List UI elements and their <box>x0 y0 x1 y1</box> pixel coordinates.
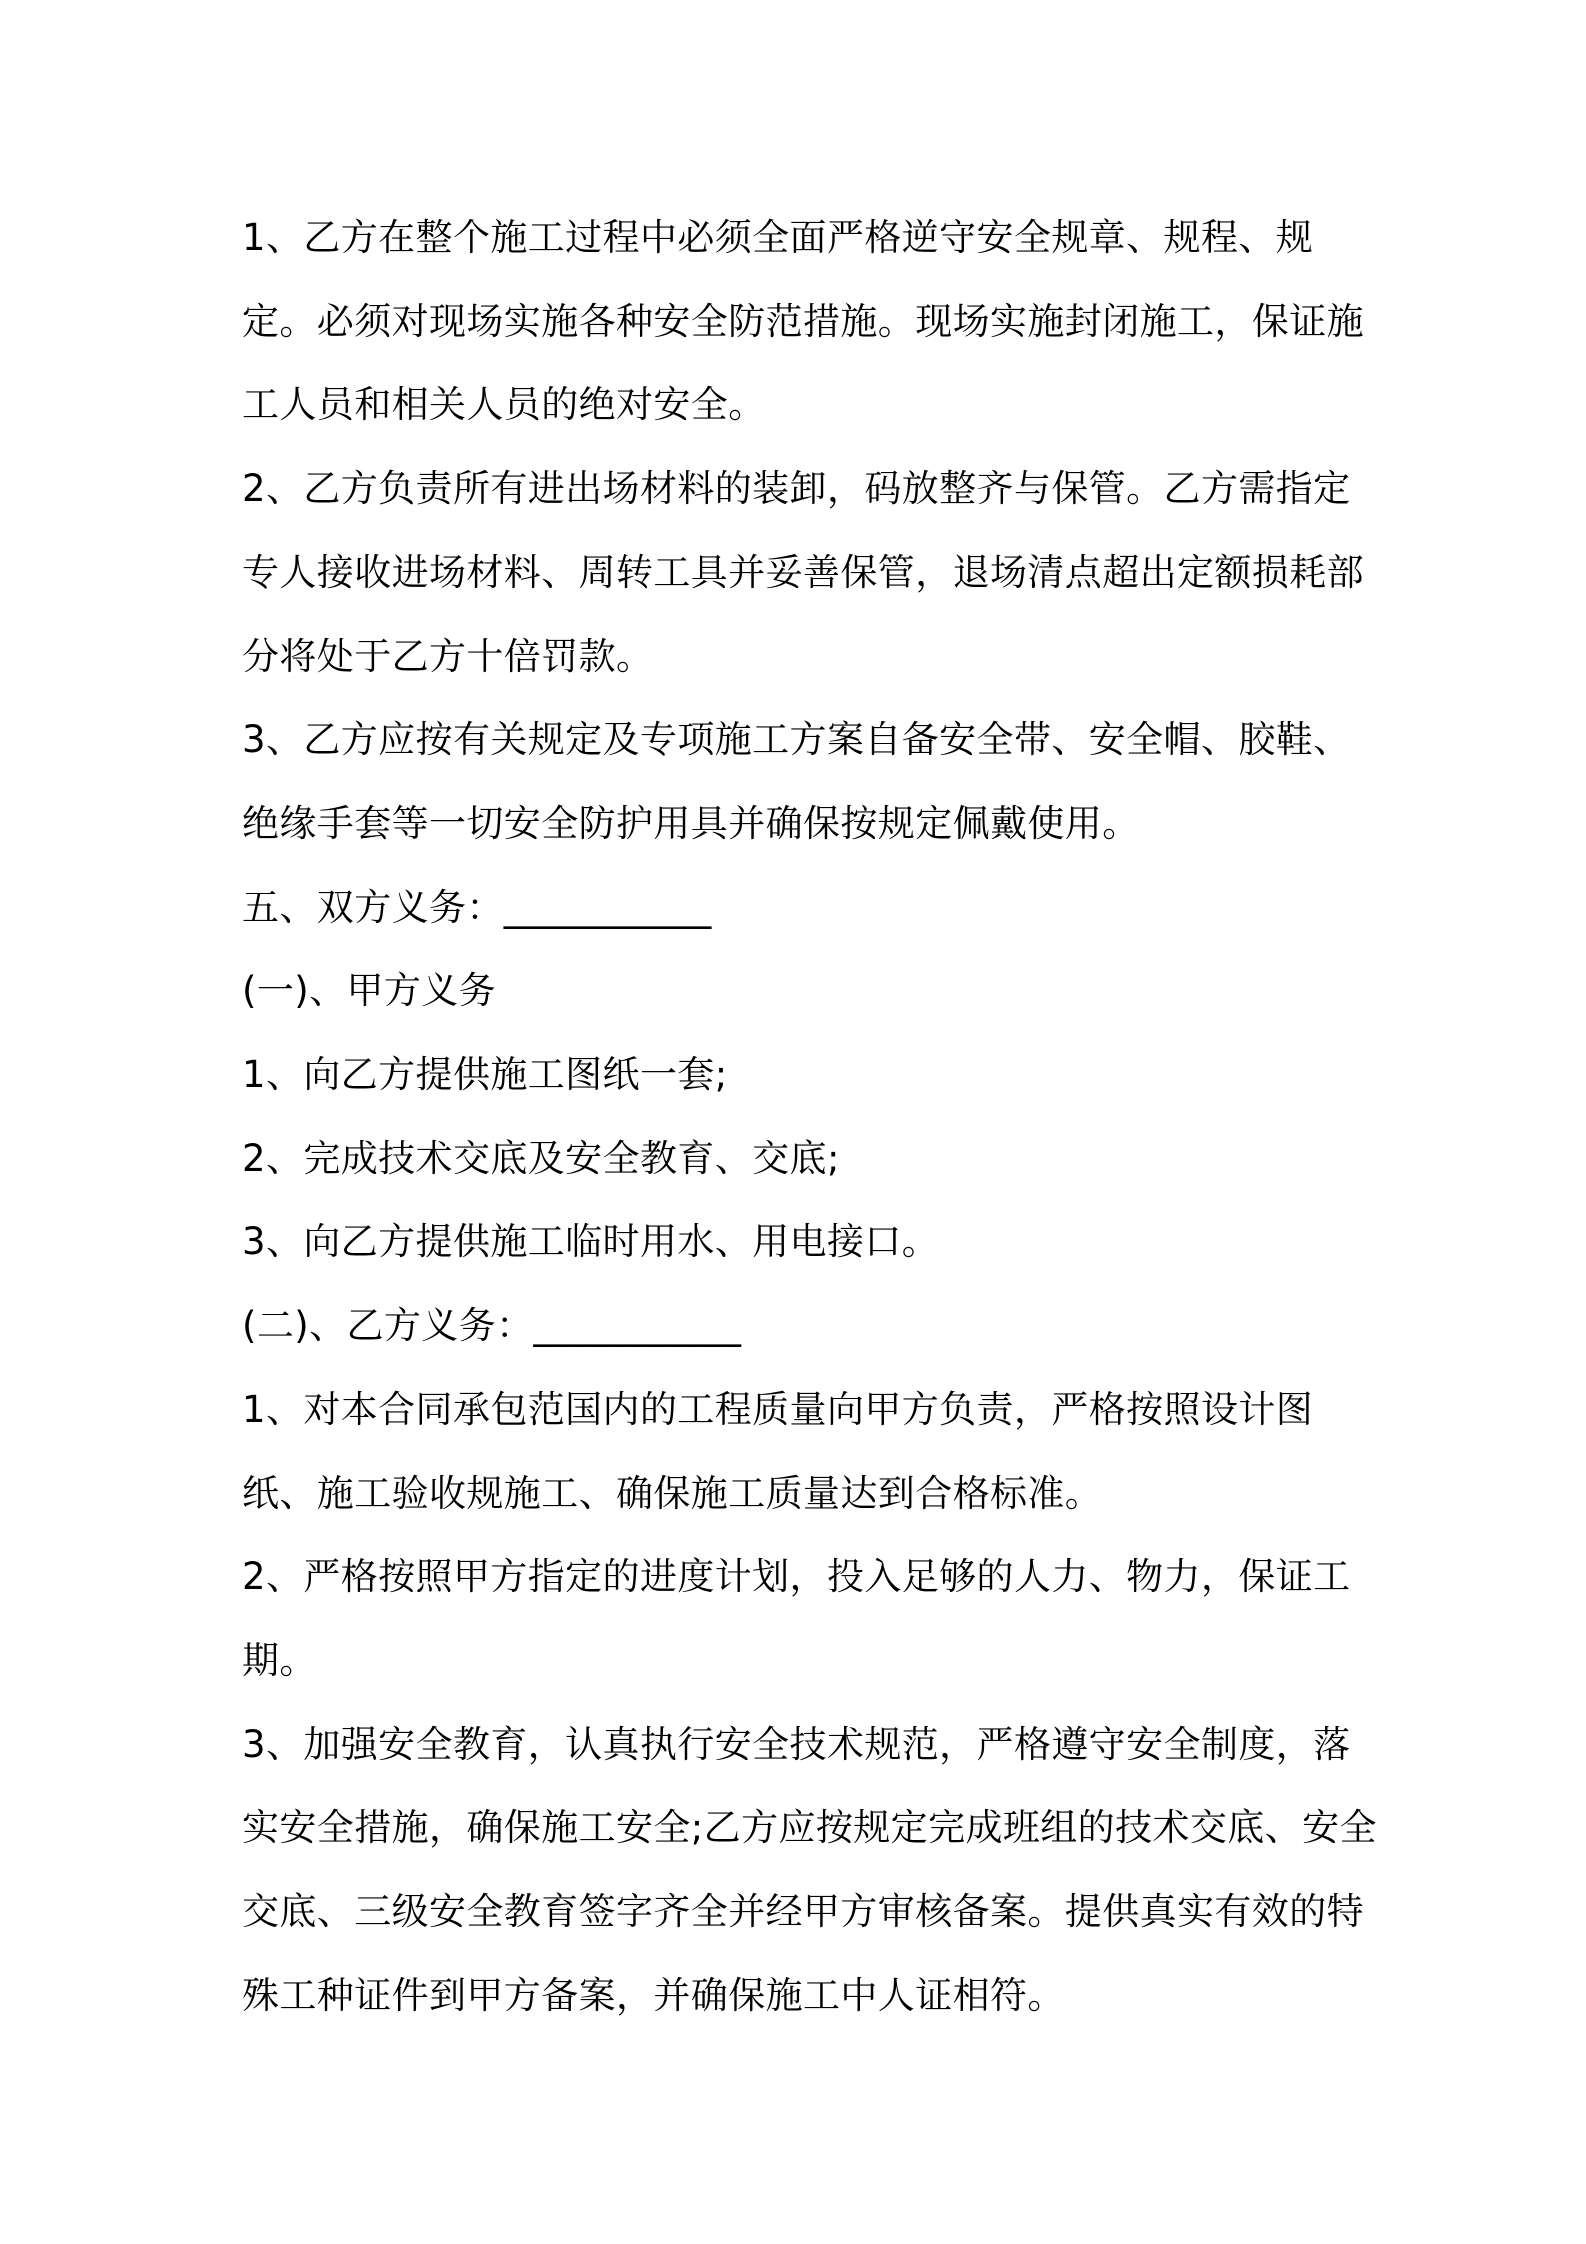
paragraph-protective-equipment: 3、乙方应按有关规定及专项施工方案自备安全带、安全帽、胶鞋、绝缘手套等一切安全防护用具并确保按规定佩戴使用。 <box>242 718 1351 845</box>
party-a-item-3: 3、向乙方提供施工临时用水、用电接口。 <box>242 1220 940 1264</box>
subsection-heading-party-b: (二)、乙方义务：___________ <box>242 1304 742 1348</box>
subsection-heading-party-a: (一)、甲方义务 <box>242 969 497 1013</box>
party-a-item-1: 1、向乙方提供施工图纸一套; <box>242 1053 728 1097</box>
party-a-item-2: 2、完成技术交底及安全教育、交底; <box>242 1136 840 1180</box>
paragraph-material-handling: 2、乙方负责所有进出场材料的装卸，码放整齐与保管。乙方需指定专人接收进场材料、周转工具并妥善保管，退场清点超出定额损耗部分将处于乙方十倍罚款。 <box>242 467 1364 678</box>
party-b-item-3: 3、加强安全教育，认真执行安全技术规范，严格遵守安全制度，落实安全措施，确保施工安全;乙方应按规定完成班组的技术交底、安全交底、三级安全教育签字齐全并经甲方审核备案。提供真实有效的特殊工种证件到甲方备案，并确保施工中人证相符。 <box>242 1722 1377 2017</box>
paragraph-safety-rules: 1、乙方在整个施工过程中必须全面严格逆守安全规章、规程、规定。必须对现场实施各种安全防范措施。现场实施封闭施工，保证施工人员和相关人员的绝对安全。 <box>242 216 1364 427</box>
section-heading-mutual-obligations: 五、双方义务：___________ <box>242 885 712 929</box>
party-b-item-2: 2、严格按照甲方指定的进度计划，投入足够的人力、物力，保证工期。 <box>242 1555 1351 1682</box>
contract-body <box>242 196 1382 2037</box>
party-b-item-1: 1、对本合同承包范国内的工程质量向甲方负责，严格按照设计图纸、施工验收规施工、确保施工质量达到合格标准。 <box>242 1387 1314 1515</box>
